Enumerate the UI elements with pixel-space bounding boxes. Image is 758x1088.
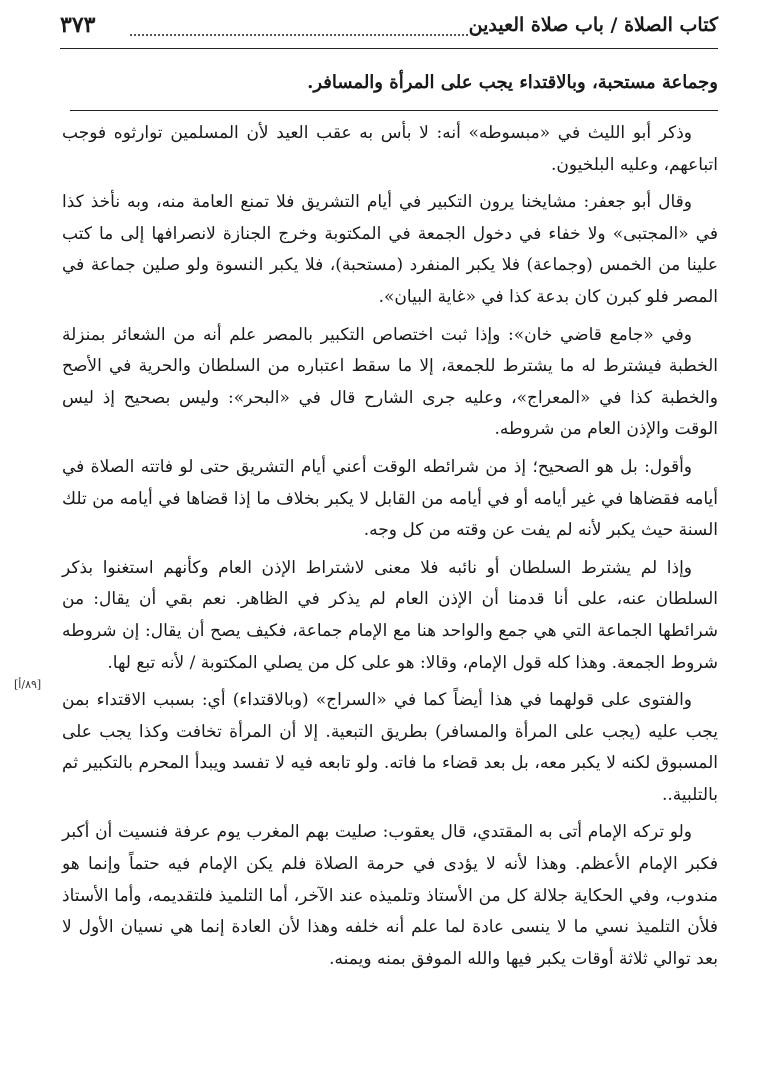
chapter-title: كتاب الصلاة / باب صلاة العيدين xyxy=(468,14,718,36)
paragraph: وإذا لم يشترط السلطان أو نائبه فلا معنى لاشتراط الإذن العام وكأنهم استغنوا بذكر السلطان عنه، على أنا قدمنا أن الإذن العام لم يذكر في الظاهر. نعم بقي أن يقال: من شرائطها الجماعة التي هي جمع والواحد هنا مع الإمام جماعة، فكيف يصح أن يقال: إن شروطه شروط الجمعة. وهذا كله قول الإمام، وقالا: هو على كل من يصلي المكتوبة / لأنه تبع لها. xyxy=(62,557,718,673)
running-header xyxy=(60,8,718,49)
manuscript-folio-note: [٨٩/أ] xyxy=(14,678,42,691)
paragraph: وقال أبو جعفر: مشايخنا يرون التكبير في أيام التشريق فلا تمنع العامة منه، وبه نأخذ كذا في «المجتبى» ولا خفاء في دخول الجمعة في المكتوبة وخرج الجنازة لانصرافها إلى ما كتب علينا من الخمس (وجماعة) فلا يكبر المنفرد (مستحبة)، فلا يكبر النسوة ولو صلين جماعة في المصر فلو كبرن كان بدعة كذا في «غاية البيان». xyxy=(62,192,718,307)
paragraph: وذكر أبو الليث في «مبسوطه» أنه: لا بأس به عقب العيد لأن المسلمين توارثوه فوجب اتباعهم، وعليه البلخيون. xyxy=(62,123,718,175)
paragraph: وأقول: بل هو الصحيح؛ إذ من شرائطه الوقت أعني أيام التشريق حتى لو فاتته الصلاة في أيامه فقضاها في غير أيامه أو في أيامه من القابل لا يكبر بخلاف ما إذا قضاها في أيامه من تلك السنة حيث يكبر لأنه لم يفت عن وقته من كل وجه. xyxy=(62,456,718,541)
commentary-body xyxy=(62,118,718,981)
paragraph: ولو تركه الإمام أتى به المقتدي، قال يعقوب: صليت بهم المغرب يوم عرفة فنسيت أن أكبر فكبر الإمام الأعظم. وهذا لأنه لا يؤدى في حرمة الصلاة فلم يكن الإمام فيه حتماً وإنما هو مندوب، وفي الحكاية جلالة كل من الأستاذ وتلميذه عند الآخر، أما التلميذ فلتقديمه، وأما الأستاذ فلأن التلميذ نسي ما لا ينسى عادة لما علم أنه خلفه وهذا لأن العادة إنما هي نسيان الأول لا بعد توالي ثلاثة أوقات يكبر فيها والله الموفق بمنه ويمنه. xyxy=(62,822,718,969)
header-leader-dots xyxy=(130,34,468,36)
paragraph: وفي «جامع قاضي خان»: وإذا ثبت اختصاص التكبير بالمصر علم أنه من الشعائر بمنزلة الخطبة فيشترط له ما يشترط للجمعة، إلا ما سقط اعتباره من السلطان والحرية في الأصح والخطبة كذا في «المعراج»، وعليه جرى الشارح قال في «البحر»: وليس بصحيح إذ ليس الوقت والإذن العام من شروطه. xyxy=(62,324,718,440)
page-number: ٣٧٣ xyxy=(60,12,96,38)
paragraph: والفتوى على قولهما في هذا أيضاً كما في «السراج» (وبالاقتداء) أي: بسبب الاقتداء بمن يجب عليه (يجب على المرأة والمسافر) بطريق التبعية. إلا أن المرأة تخافت وكذا يجب على المسبوق لكنه لا يكبر معه، بل بعد قضاء ما فاته. ولو تابعه فيه لا تفسد ويبدأ المحرم بالتكبير ثم بالتلبية.. xyxy=(62,690,718,805)
matn-text: وجماعة مستحبة، وبالاقتداء يجب على المرأة والمسافر. xyxy=(307,72,718,93)
matn-divider xyxy=(70,110,718,111)
